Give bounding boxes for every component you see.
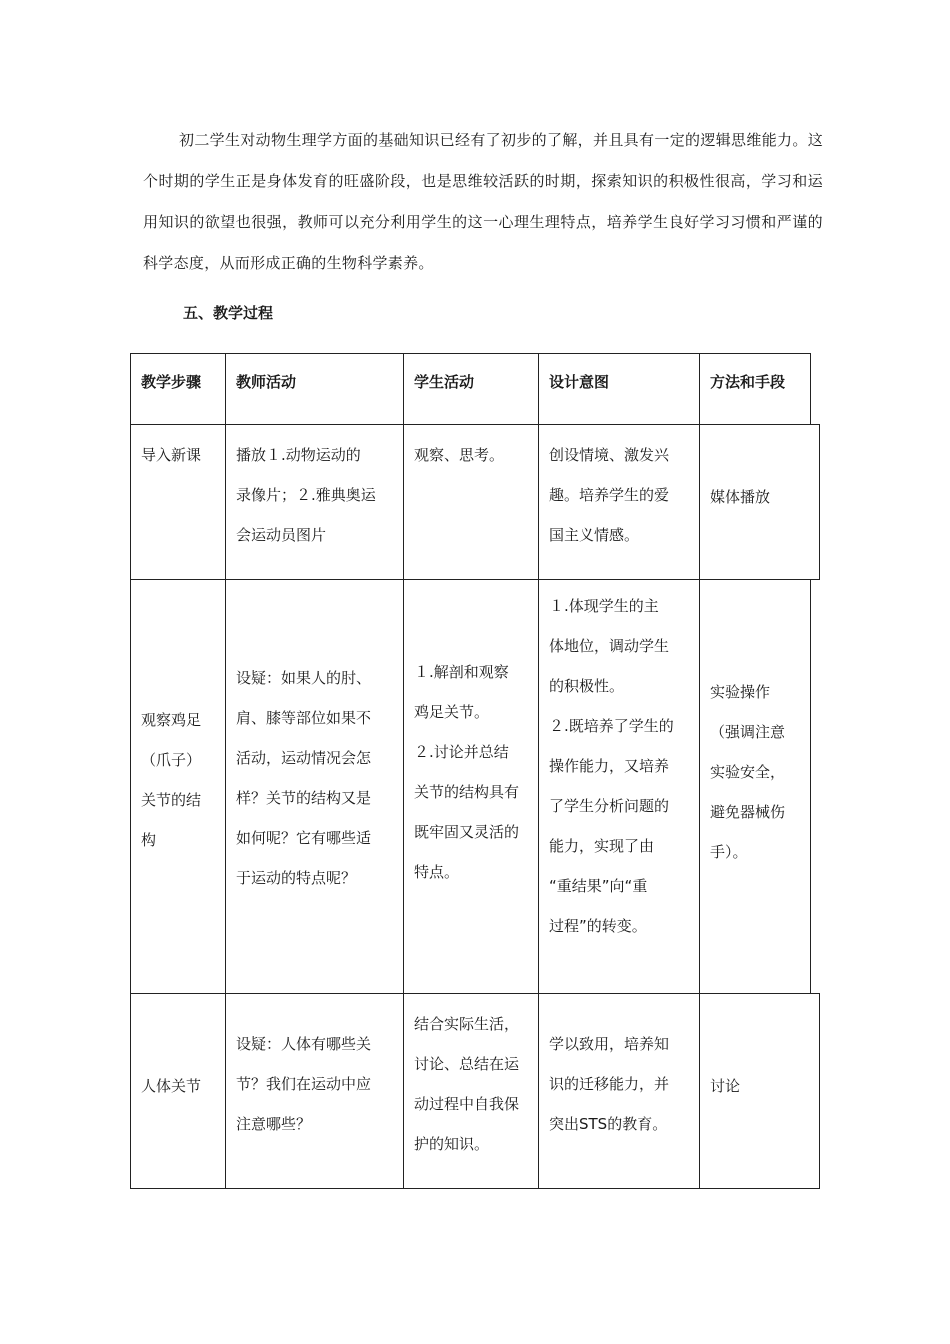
header-cell: 设计意图 bbox=[538, 353, 700, 425]
table-cell: 结合实际生活， 讨论、总结在运 动过程中自我保 护的知识。 bbox=[403, 993, 539, 1189]
table-cell: 设疑：人体有哪些关 节？我们在运动中应 注意哪些？ bbox=[225, 993, 404, 1189]
table-cell: 观察、思考。 bbox=[403, 424, 539, 580]
table-cell: 学以致用，培养知 识的迁移能力，并 突出STS的教育。 bbox=[538, 993, 700, 1189]
table-cell: 观察鸡足 （爪子） 关节的结 构 bbox=[130, 579, 226, 994]
table-cell: 实验操作 （强调注意 实验安全， 避免器械伤 手）。 bbox=[699, 579, 811, 994]
table-cell: 设疑：如果人的肘、 肩、膝等部位如果不 活动，运动情况会怎 样？关节的结构又是 如何呢？它有哪些适 于运动的特点呢？ bbox=[225, 579, 404, 994]
table-cell: 创设情境、激发兴 趣。培养学生的爱 国主义情感。 bbox=[538, 424, 700, 580]
table-cell: 播放１.动物运动的 录像片；２.雅典奥运 会运动员图片 bbox=[225, 424, 404, 580]
intro-paragraph: 初二学生对动物生理学方面的基础知识已经有了初步的了解，并且具有一定的逻辑思维能力。这个时期的学生正是身体发育的旺盛阶段，也是思维较活跃的时期，探索知识的积极性很高，学习和运用知识的欲望也很强，教师可以充分利用学生的这一心理生理特点，培养学生良好学习习惯和严谨的科学态度，从而形成正确的生物科学素养。 bbox=[143, 131, 823, 272]
section-heading: 五、教学过程 bbox=[183, 304, 274, 322]
table-cell: １.解剖和观察 鸡足关节。 ２.讨论并总结 关节的结构具有 既牢固又灵活的 特点。 bbox=[403, 579, 539, 994]
table-cell: １.体现学生的主 体地位，调动学生 的积极性。 ２.既培养了学生的 操作能力，又培养 了学生分析问题的 能力，实现了由 “重结果”向“重 过程”的转变。 bbox=[538, 579, 700, 994]
table-cell: 讨论 bbox=[699, 993, 820, 1189]
header-cell: 教学步骤 bbox=[130, 353, 226, 425]
header-cell: 学生活动 bbox=[403, 353, 539, 425]
table-cell: 人体关节 bbox=[130, 993, 226, 1189]
table-cell: 媒体播放 bbox=[699, 424, 820, 580]
table-cell: 导入新课 bbox=[130, 424, 226, 580]
header-cell: 方法和手段 bbox=[699, 353, 811, 425]
header-cell: 教师活动 bbox=[225, 353, 404, 425]
